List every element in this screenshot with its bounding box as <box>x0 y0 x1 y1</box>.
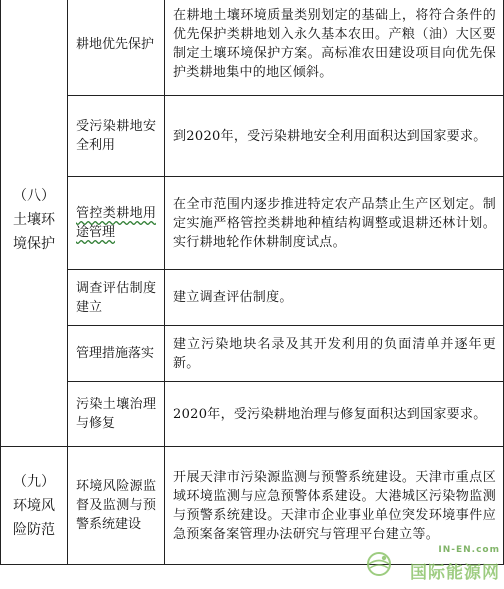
content-text: 到2020年，受污染耕地安全利用面积达到国家要求。 <box>173 128 487 144</box>
content-cell <box>165 382 504 447</box>
content-text: 建立污染地块名录及其开发利用的负面清单并逐年更新。 <box>173 336 496 371</box>
content-text: 在全市范围内逐步推进特定农产品禁止生产区划定。制定实施严格管控类耕地种植结构调整或退耕还林计划。实行耕地轮作休耕制度试点。 <box>173 196 496 250</box>
table-row <box>1 382 504 447</box>
item-cell <box>68 447 165 565</box>
item-label: 环境风险源监督及监测与预警系统建设 <box>76 479 156 532</box>
content-cell <box>165 447 504 565</box>
table-row <box>1 326 504 382</box>
content-text: 在耕地土壤环境质量类别划定的基础上，将符合条件的优先保护类耕地划入永久基本农田。产粮（油）大区要制定土壤环境保护方案。高标准农田建设项目向优先保护类耕地集中的地区倾斜。 <box>173 8 496 80</box>
item-cell <box>68 382 165 447</box>
content-text: 建立调查评估制度。 <box>173 290 293 305</box>
item-label: 管理措施落实 <box>76 346 155 361</box>
item-cell <box>68 270 165 326</box>
content-cell <box>165 96 504 177</box>
content-cell <box>165 177 504 270</box>
item-label: 耕地优先保护 <box>76 36 155 52</box>
table-row <box>1 96 504 177</box>
content-cell <box>165 326 504 382</box>
item-cell <box>68 326 165 382</box>
table-row <box>1 270 504 326</box>
content-cell <box>165 270 504 326</box>
watermark-bottom-text: 国际能源网 <box>410 563 500 583</box>
table-row <box>1 177 504 270</box>
table-row <box>1 0 504 96</box>
category-cell <box>1 0 68 447</box>
item-cell <box>68 96 165 177</box>
item-cell <box>68 177 165 270</box>
table-row <box>1 447 504 565</box>
item-label: 污染土壤治理与修复 <box>76 397 156 431</box>
item-label: 受污染耕地安全利用 <box>76 119 156 153</box>
content-text: 开展天津市污染源监测与预警系统建设。天津市重点区域环境监测与应急预警体系建设。大港城区污染物监测与预警系统建设。天津市企业事业单位突发环境事件应急预案备案管理办法研究与管理平台建立等。 <box>173 469 496 542</box>
content-cell <box>165 0 504 96</box>
item-label: 调查评估制度建立 <box>76 280 156 315</box>
content-text: 2020年，受污染耕地治理与修复面积达到国家要求。 <box>173 406 487 422</box>
item-cell <box>68 0 165 96</box>
item-label: 管控类耕地用途管理 <box>76 206 156 240</box>
category-cell <box>1 447 68 565</box>
category-label: （八） 土壤环 境保护 <box>13 187 55 252</box>
category-label: （九） 环境风 险防范 <box>13 473 55 538</box>
watermark-top-text: IN-EN.com <box>438 545 500 555</box>
